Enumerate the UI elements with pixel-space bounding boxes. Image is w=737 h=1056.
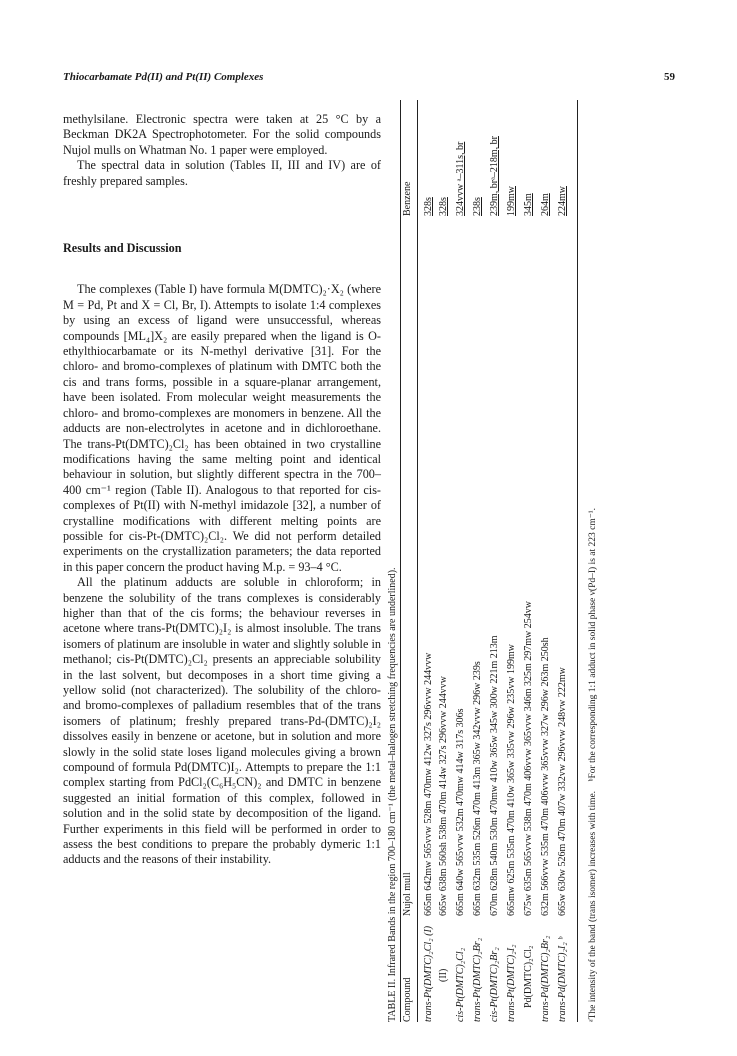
cell-nujol: 665m 632m 535m 526m 470m 413m 365w 342vvw 296w 239s xyxy=(472,661,483,916)
cell-benzene: 224mw xyxy=(557,186,568,216)
cell-benzene: 324vvw ᵃ–311s, br xyxy=(455,141,466,216)
header-benzene: Benzene xyxy=(402,181,413,216)
cell-benzene: 199mw xyxy=(506,186,517,216)
header-compound: Compound xyxy=(402,977,413,1022)
cell-benzene: 328s xyxy=(438,197,449,216)
running-title: Thiocarbamate Pd(II) and Pt(II) Complexes xyxy=(63,71,264,83)
page-number: 59 xyxy=(664,71,675,83)
intro-paragraph-2: The spectral data in solution (Tables II, III and IV) are of freshly prepared samples. xyxy=(63,158,381,188)
cell-nujol: 632m 566vvw 535m 470m 406vvw 365vvw 327w 296w 263m 250sh xyxy=(540,637,551,916)
cell-nujol: 665m 642mw 565vvw 528m 470mw 412w 327s 296vvw 244vvw xyxy=(423,652,434,916)
cell-compound: cis-Pt(DMTC)₂Br₂ xyxy=(489,947,500,1022)
cell-benzene: 238s xyxy=(472,197,483,216)
cell-nujol: 665w 630w 526m 470m 407w 332vw 296vvw 248vw 222mw xyxy=(557,667,568,916)
cell-nujol: 675w 635m 565vvw 538m 470m 406vvw 365vvw 346m 325m 297mw 254vw xyxy=(523,601,534,916)
cell-compound: Pd(DMTC)₂Cl₂ xyxy=(523,945,534,1008)
cell-compound: cis-Pt(DMTC)₂Cl₂ xyxy=(455,947,466,1022)
table-footnote xyxy=(587,508,599,1022)
cell-compound: trans-Pd(DMTC)₂I₂ ᵇ xyxy=(557,937,568,1022)
body-paragraph-3: The complexes (Table I) have formula M(DMTC)₂·X₂ (where M = Pd, Pt and X = Cl, Br, I). Attempts to isolate 1:4 complexes by using an excess of ligand were unsuccessful, whereas compounds [ML₄]X₂ are easily prepared when the ligand is O-ethylthiocarbamate or its N-methyl derivative [31]. For the chloro- and bromo-complexes of platinum with DMTC both the cis and trans forms, possible in a square-planar arrangement, have been isolated. From molecular weight measurements the chloro- and bromo-complexes are monomers in benzene. All the adducts are non-electrolytes in acetone and in dichloroethane. The trans-Pt(DMTC)₂Cl₂ has been obtained in two crystalline modifications having the same melting point and identical behaviour in solution, but slightly different spectra in the 700–400 cm⁻¹ region (Table II). Analogous to that reported for cis-complexes of Pt(II) with N-methyl imidazole [32], a number of crystalline modifications with different melting points are possible for cis-Pt-(DMTC)₂Cl₂. We did not perform detailed experiments on the crystallization parameters; the data reported in this paper concern the product having M.p. = 93–4 °C. xyxy=(63,282,381,574)
cell-nujol: 665mw 625m 535m 470m 410w 365w 335vw 296w 235vw 199mw xyxy=(506,644,517,916)
table-header-rule xyxy=(417,100,418,1022)
cell-benzene: 264m xyxy=(540,193,551,216)
cell-nujol: 670m 628m 540m 530m 470mw 410w 365w 345w 300w 221m 213m xyxy=(489,635,500,916)
cell-compound: trans-Pt(DMTC)₂I₂ xyxy=(506,944,517,1022)
section-heading: Results and Discussion xyxy=(63,241,182,256)
table-caption: TABLE II. Infrared Bands in the region 700–180 cm⁻¹ (the metal–halogen stretching frequencies are underlined). xyxy=(387,567,398,1022)
cell-compound: (II) xyxy=(438,968,449,982)
text-column xyxy=(63,112,381,868)
header-nujol: Nujol mull xyxy=(402,872,413,916)
cell-compound: trans-Pd(DMTC)₂Br₂ xyxy=(540,935,551,1022)
rotated-table xyxy=(383,86,673,1036)
footnote-a: ᵃThe intensity of the band (trans isomer) increases with time. xyxy=(588,790,598,1022)
cell-benzene: 328s xyxy=(423,197,434,216)
footnote-b: ᵇFor the corresponding 1:1 adduct in solid phase ν(Pd–I) is at 223 cm⁻¹. xyxy=(588,508,598,782)
cell-benzene: 239m, brᵃ–218m, br xyxy=(489,136,500,216)
cell-nujol: 665w 638m 560sh 538m 470m 414w 327s 296vvw 244vvw xyxy=(438,675,449,916)
cell-compound: trans-Pt(DMTC)₂Cl₂ (I) xyxy=(423,925,434,1022)
cell-benzene: 345m xyxy=(523,193,534,216)
body-paragraph-4: All the platinum adducts are soluble in chloroform; in benzene the solubility of the trans complexes is considerably higher than that of the cis forms; the behaviour reverses in acetone where trans-Pt(DMTC)₂I₂ is almost insoluble. The trans isomers of platinum are insoluble in water and slightly soluble in methanol; cis-Pt(DMTC)₂Cl₂ presents an appreciable solubility in the last solvent, but decomposes in a short time giving a yellow solid (not characterized). The solubility of the chloro- and bromo-complexes of palladium resembles that of the trans isomers of platinum; freshly prepared trans-Pd-(DMTC)₂I₂ dissolves easily in benzene or acetone, but in solution and more slowly in the solid state loses ligand molecules giving a brown compound of formula Pd(DMTC)I₂. Attempts to prepare the 1:1 complex starting from PdCl₂(C₆H₅CN)₂ and DMTC in benzene suggested an initial formation of this complex, followed in solution and in the solid state by decomposition of the ligand. Further experiments in this field will be performed in order to assess the best conditions to prepare the probably dymeric 1:1 adducts and the reasons of their instability. xyxy=(63,575,381,867)
table-bottom-rule xyxy=(577,100,578,1022)
cell-compound: trans-Pt(DMTC)₂Br₂ xyxy=(472,937,483,1022)
table-frame xyxy=(383,86,673,1036)
cell-nujol: 665m 640w 565vvw 532m 470mw 414w 317s 306s xyxy=(455,708,466,916)
intro-paragraph-1: methylsilane. Electronic spectra were taken at 25 °C by a Beckman DK2A Spectrophotometer. For the solid compounds Nujol mulls on Whatman No. 1 paper were employed. xyxy=(63,112,381,157)
table-top-rule xyxy=(400,100,401,1022)
